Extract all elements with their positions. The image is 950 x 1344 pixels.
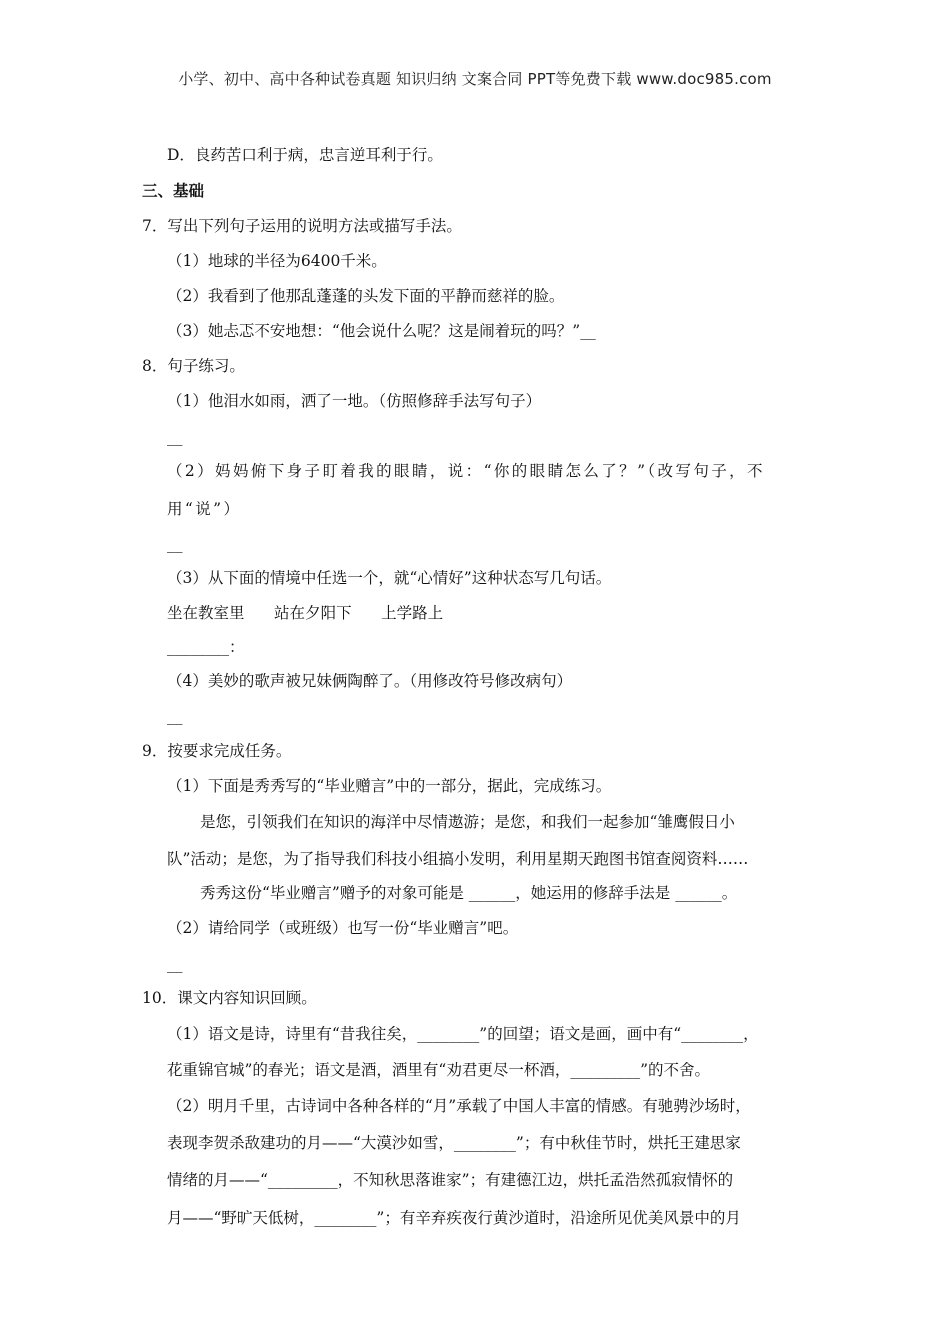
section-title: 三、基础 xyxy=(142,182,205,200)
answer-blank: __ xyxy=(167,955,183,973)
question-10-part-2-line-1: （2）明月千里，古诗词中各种各样的“月”承载了中国人丰富的情感。有驰骋沙场时， xyxy=(167,1097,751,1115)
answer-blank: ________： xyxy=(167,638,245,656)
question-7: 7．写出下列句子运用的说明方法或描写手法。 xyxy=(142,217,462,235)
question-7-part-2: （2）我看到了他那乱蓬蓬的头发下面的平静而慈祥的脸。 xyxy=(167,287,565,305)
question-8: 8．句子练习。 xyxy=(142,357,245,375)
question-10: 10．课文内容知识回顾。 xyxy=(142,989,317,1007)
question-8-part-2-line-2: 用“说”） xyxy=(167,500,242,518)
question-9: 9．按要求完成任务。 xyxy=(142,742,292,760)
question-10-part-2-line-2: 表现李贺杀敌建功的月——“大漠沙如雪，________”；有中秋佳节时，烘托王建思家 xyxy=(167,1134,741,1152)
question-8-part-3: （3）从下面的情境中任选一个，就“心情好”这种状态写几句话。 xyxy=(167,569,612,587)
question-9-part-2: （2）请给同学（或班级）也写一份“毕业赠言”吧。 xyxy=(167,919,519,937)
question-8-part-4: （4）美妙的歌声被兄妹俩陶醉了。（用修改符号修改病句） xyxy=(167,672,573,690)
question-10-part-2-line-4: 月——“野旷天低树，________”；有辛弃疾夜行黄沙道时，沿途所见优美风景中的月 xyxy=(167,1209,741,1227)
question-8-part-2-line-1: （2）妈妈俯下身子盯着我的眼睛，说：“你的眼睛怎么了？”（改写句子，不 xyxy=(167,462,765,480)
question-9-fill-blank: 秀秀这份“毕业赠言”赠予的对象可能是 ______，她运用的修辞手法是 ______。 xyxy=(200,884,738,902)
question-7-part-3: （3）她忐忑不安地想：“他会说什么呢？这是闹着玩的吗？”__ xyxy=(167,322,596,340)
option-d: D．良药苦口利于病，忠言逆耳利于行。 xyxy=(167,146,443,164)
page-header: 小学、初中、高中各种试卷真题 知识归纳 文案合同 PPT等免费下载 www.doc985.com xyxy=(178,70,772,88)
question-10-part-2-line-3: 情绪的月——“_________，不知秋思落谁家”；有建德江边，烘托孟浩然孤寂情怀的 xyxy=(167,1171,734,1189)
farewell-passage-line-2: 队”活动；是您，为了指导我们科技小组搞小发明，利用星期天跑图书馆查阅资料…… xyxy=(167,850,749,868)
answer-blank: __ xyxy=(167,428,183,446)
question-9-part-1: （1）下面是秀秀写的“毕业赠言”中的一部分，据此，完成练习。 xyxy=(167,777,612,795)
answer-blank: __ xyxy=(167,535,183,553)
farewell-passage-line-1: 是您，引领我们在知识的海洋中尽情遨游；是您，和我们一起参加“雏鹰假日小 xyxy=(200,813,735,831)
question-8-part-1: （1）他泪水如雨，洒了一地。（仿照修辞手法写句子） xyxy=(167,392,542,410)
question-10-part-1-line-2: 花重锦官城”的春光；语文是酒，酒里有“劝君更尽一杯酒，_________”的不舍。 xyxy=(167,1061,711,1079)
question-8-part-3-options: 坐在教室里 站在夕阳下 上学路上 xyxy=(167,604,444,622)
question-10-part-1-line-1: （1）语文是诗，诗里有“昔我往矣，________”的回望；语文是画，画中有“________， xyxy=(167,1025,759,1043)
question-7-part-1: （1）地球的半径为6400千米。 xyxy=(167,252,387,270)
answer-blank: __ xyxy=(167,707,183,725)
